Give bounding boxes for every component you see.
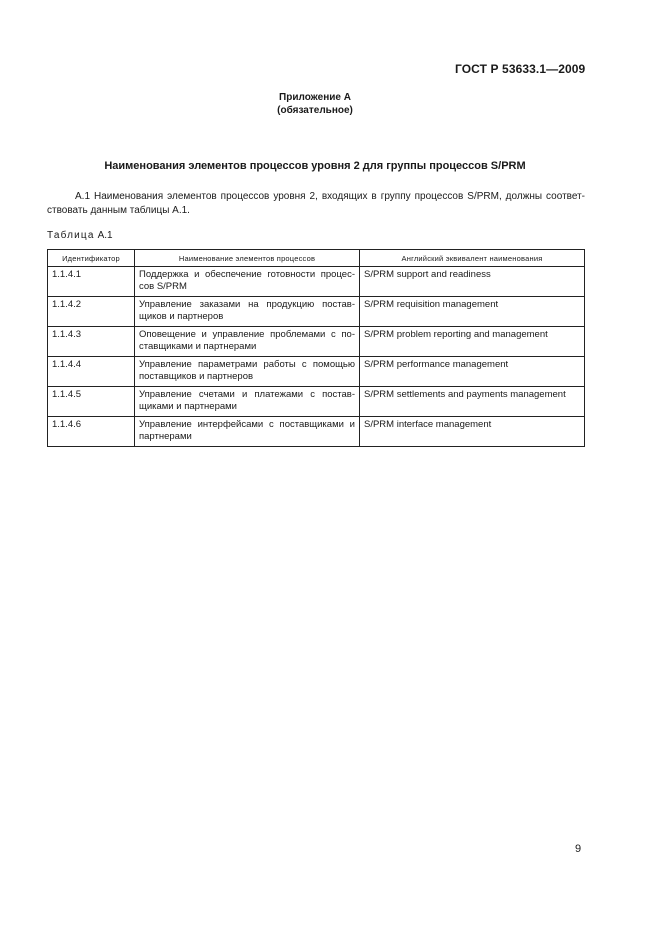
column-header-name: Наименование элементов процессов (135, 250, 360, 267)
cell-name: Управление счетами и платежами с постав-щиками и партнерами (135, 387, 360, 417)
cell-id: 1.1.4.6 (48, 417, 135, 447)
cell-english: S/PRM performance management (360, 357, 585, 387)
intro-paragraph: А.1 Наименования элементов процессов уровня 2, входящих в группу процессов S/PRM, должны соответ-ствовать данным таблицы А.1. (47, 191, 585, 216)
cell-name: Управление интерфейсами с поставщиками и партнерами (135, 417, 360, 447)
cell-english: S/PRM requisition management (360, 297, 585, 327)
cell-id: 1.1.4.2 (48, 297, 135, 327)
table-row (48, 297, 585, 327)
table-row (48, 327, 585, 357)
cell-id: 1.1.4.5 (48, 387, 135, 417)
annex-status: (обязательное) (277, 105, 353, 116)
process-table (47, 249, 585, 447)
column-header-english: Английский эквивалент наименования (360, 250, 585, 267)
cell-name: Управление заказами на продукцию постав-щиков и партнеров (135, 297, 360, 327)
cell-id: 1.1.4.1 (48, 267, 135, 297)
table-row (48, 357, 585, 387)
cell-english: S/PRM settlements and payments management (360, 387, 585, 417)
annex-title: Приложение А (279, 92, 351, 103)
cell-name: Оповещение и управление проблемами с по-ставщиками и партнерами (135, 327, 360, 357)
table-caption-number: А.1 (97, 230, 113, 241)
table-row (48, 267, 585, 297)
table-header-row (48, 250, 585, 267)
table-caption (47, 230, 113, 241)
cell-english: S/PRM interface management (360, 417, 585, 447)
cell-id: 1.1.4.4 (48, 357, 135, 387)
table-row (48, 417, 585, 447)
cell-name: Поддержка и обеспечение готовности процес-сов S/PRM (135, 267, 360, 297)
section-title: Наименования элементов процессов уровня 2 для группы процессов S/PRM (104, 160, 526, 172)
cell-id: 1.1.4.3 (48, 327, 135, 357)
column-header-id: Идентификатор (48, 250, 135, 267)
cell-english: S/PRM problem reporting and management (360, 327, 585, 357)
table-row (48, 387, 585, 417)
page-number: 9 (575, 843, 582, 855)
table-caption-prefix: Таблица (47, 230, 95, 241)
cell-english: S/PRM support and readiness (360, 267, 585, 297)
standard-header: ГОСТ Р 53633.1—2009 (455, 62, 586, 76)
cell-name: Управление параметрами работы с помощью поставщиков и партнеров (135, 357, 360, 387)
